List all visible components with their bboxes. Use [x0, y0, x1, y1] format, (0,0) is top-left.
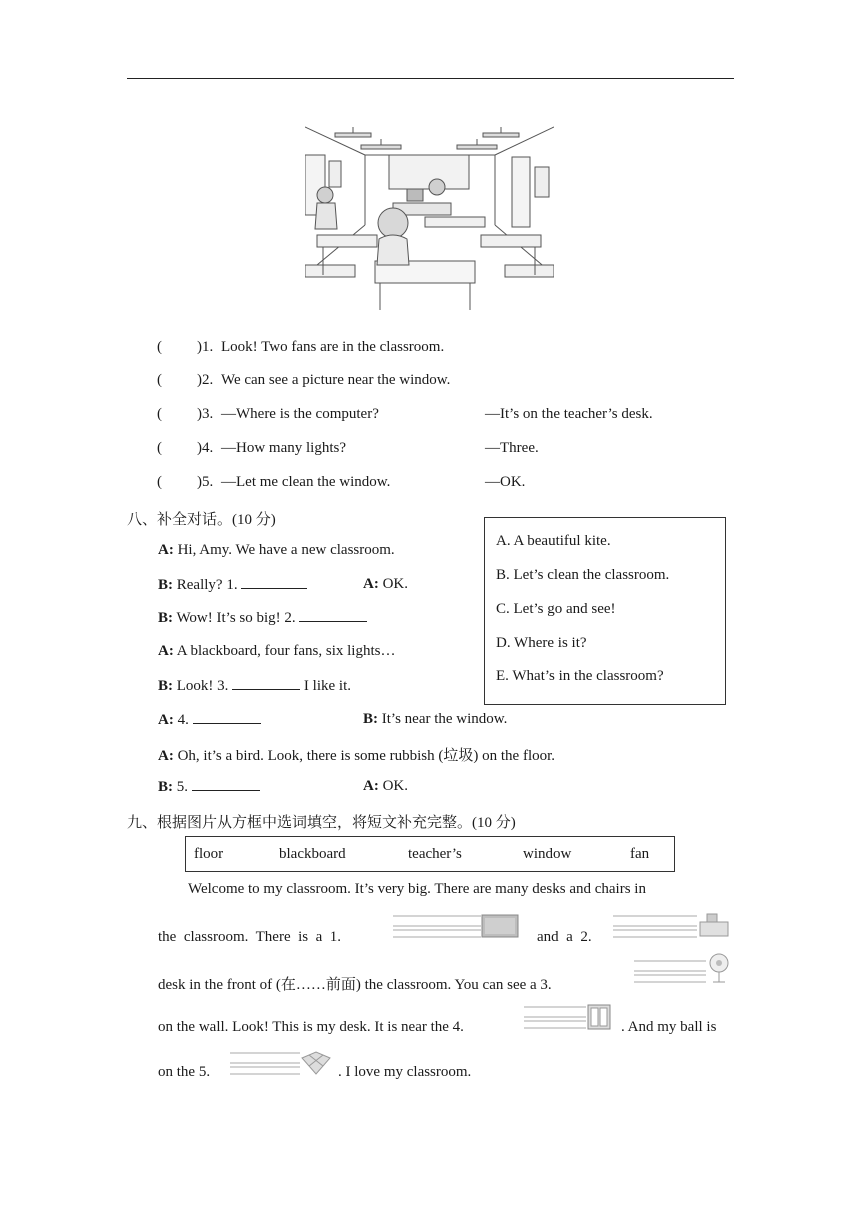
word-bank-item: fan — [630, 846, 650, 862]
dialogue-line — [158, 576, 307, 594]
write-lines-icon — [613, 913, 697, 939]
speaker: B: — [158, 577, 173, 593]
answer-paren[interactable]: ( — [157, 339, 162, 355]
line-text: Really? 1. — [173, 577, 242, 593]
line-text: OK. — [378, 778, 408, 794]
window-icon — [586, 1003, 612, 1031]
word-bank-item: blackboard — [279, 846, 346, 862]
passage-line: Welcome to my classroom. It’s very big. There are many desks and chairs in — [188, 881, 646, 897]
answer-paren[interactable]: ( — [157, 372, 162, 388]
dialogue-line — [363, 711, 507, 728]
option-d: D. Where is it? — [496, 635, 587, 651]
answer-blank-1[interactable] — [241, 576, 307, 589]
passage-line: . And my ball is — [621, 1019, 717, 1035]
speaker: A: — [158, 712, 174, 728]
word-bank-item: window — [523, 846, 572, 862]
answer-blank-5[interactable] — [192, 778, 260, 791]
answer-blank-pic-5[interactable] — [230, 1050, 300, 1076]
item-number: )4. — [197, 440, 214, 456]
option-a: A. A beautiful kite. — [496, 533, 611, 549]
speaker: B: — [158, 779, 173, 795]
dialogue-line — [158, 711, 261, 729]
answer-blank-4[interactable] — [193, 711, 261, 724]
line-text: 5. — [173, 779, 192, 795]
dialogue-line — [158, 744, 555, 765]
write-lines-icon — [230, 1050, 300, 1076]
line-text: Hi, Amy. We have a new classroom. — [173, 542, 395, 558]
passage-line: desk in the front of (在……前面) the classroom. You can see a 3. — [158, 977, 552, 993]
line-text: A blackboard, four fans, six lights… — [173, 643, 396, 659]
item-number: )1. — [197, 339, 214, 355]
answer-paren[interactable]: ( — [157, 474, 162, 490]
item-text: —Let me clean the window. — [221, 474, 391, 490]
answer-blank-pic-2[interactable] — [613, 913, 697, 939]
speaker: A: — [158, 748, 174, 764]
speaker: A: — [158, 643, 174, 659]
answer-paren[interactable]: ( — [157, 440, 162, 456]
word-bank — [185, 836, 675, 872]
dialogue-line — [363, 576, 408, 593]
section-9-heading: 九、根据图片从方框中选词填空，将短文补充完整。(10 分) — [127, 815, 516, 831]
answer-blank-pic-4[interactable] — [524, 1004, 586, 1030]
section-8-heading: 八、补全对话。(10 分) — [127, 512, 276, 528]
speaker: A: — [158, 542, 174, 558]
dialogue-line — [158, 677, 351, 695]
answer-blank-pic-1[interactable] — [393, 913, 481, 939]
option-b: B. Let’s clean the classroom. — [496, 567, 670, 583]
passage-line: . I love my classroom. — [338, 1064, 472, 1080]
speaker: B: — [158, 678, 173, 694]
option-e: E. What’s in the classroom? — [496, 668, 664, 684]
passage-line: on the wall. Look! This is my desk. It is near the 4. — [158, 1019, 464, 1035]
line-text: OK. — [378, 576, 408, 592]
speaker: A: — [363, 576, 379, 592]
item-number: )5. — [197, 474, 214, 490]
option-c: C. Let’s go and see! — [496, 601, 616, 617]
classroom-illustration — [305, 125, 554, 313]
dialogue-line — [158, 643, 395, 660]
answer-paren[interactable]: ( — [157, 406, 162, 422]
item-number: )2. — [197, 372, 214, 388]
answer-blank-3[interactable] — [232, 677, 300, 690]
line-text: Oh, it’s a bird. Look, there is some rubbish (垃圾) on the floor. — [173, 748, 556, 764]
word-bank-item: teacher’s — [408, 846, 462, 862]
options-box — [484, 517, 726, 705]
passage-line: and a 2. — [537, 929, 592, 945]
line-text: 4. — [173, 712, 193, 728]
line-text: Look! 3. — [173, 678, 233, 694]
item-text: We can see a picture near the window. — [221, 372, 451, 388]
write-lines-icon — [524, 1004, 586, 1030]
write-lines-icon — [393, 913, 481, 939]
write-lines-icon — [634, 958, 706, 984]
speaker: A: — [363, 778, 379, 794]
item-number: )3. — [197, 406, 214, 422]
item-text: —How many lights? — [221, 440, 346, 456]
fan-icon — [706, 952, 732, 984]
dialogue-line — [158, 609, 367, 627]
line-text: Wow! It’s so big! 2. — [173, 610, 300, 626]
item-response: —Three. — [485, 440, 539, 456]
line-text: I like it. — [300, 678, 351, 694]
line-text: It’s near the window. — [378, 711, 508, 727]
item-text: Look! Two fans are in the classroom. — [221, 339, 445, 355]
answer-blank-2[interactable] — [299, 609, 367, 622]
speaker: B: — [158, 610, 173, 626]
top-rule — [127, 78, 734, 79]
answer-blank-pic-3[interactable] — [634, 958, 706, 984]
dialogue-line — [158, 778, 260, 796]
blackboard-icon — [481, 914, 519, 938]
word-bank-item: floor — [194, 846, 224, 862]
dialogue-line — [158, 542, 395, 559]
dialogue-line — [363, 778, 408, 795]
speaker: B: — [363, 711, 378, 727]
item-response: —OK. — [485, 474, 526, 490]
item-response: —It’s on the teacher’s desk. — [485, 406, 653, 422]
floor-tiles-icon — [300, 1050, 332, 1076]
passage-line: the classroom. There is a 1. — [158, 929, 342, 945]
passage-line: on the 5. — [158, 1064, 211, 1080]
item-text: —Where is the computer? — [221, 406, 379, 422]
teachers-desk-icon — [697, 912, 731, 938]
